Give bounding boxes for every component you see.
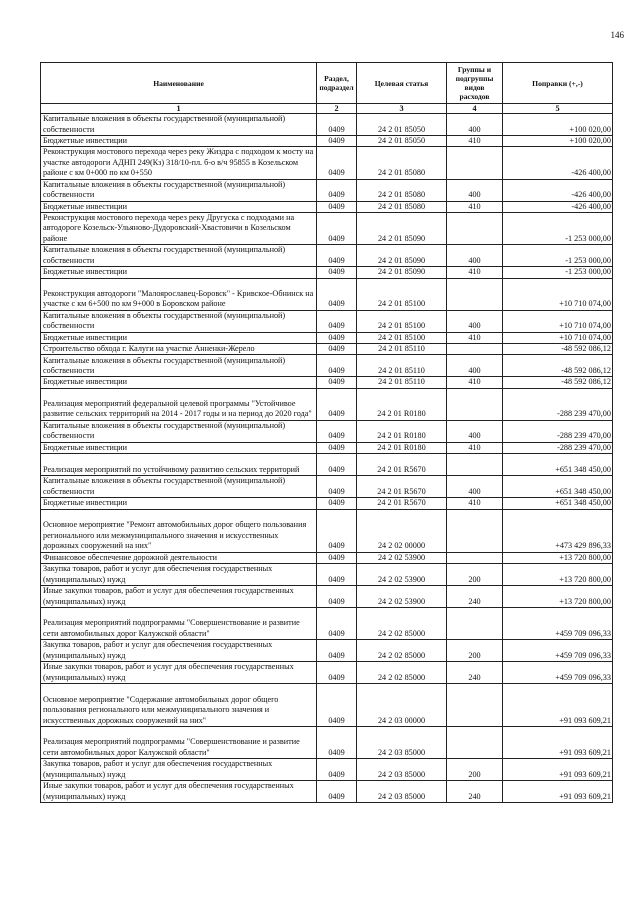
row-section: 0409 xyxy=(317,684,357,727)
row-amount: -48 592 086,12 xyxy=(503,377,613,388)
row-section: 0409 xyxy=(317,388,357,420)
row-target-article: 24 2 03 00000 xyxy=(357,684,447,727)
page-number: 146 xyxy=(610,30,624,40)
row-expense-group: 200 xyxy=(447,640,503,662)
row-section: 0409 xyxy=(317,420,357,442)
row-section: 0409 xyxy=(317,564,357,586)
row-amount: -48 592 086,12 xyxy=(503,344,613,355)
row-expense-group xyxy=(447,344,503,355)
column-number: 2 xyxy=(317,104,357,114)
row-amount: +651 348 450,00 xyxy=(503,454,613,476)
table-row xyxy=(41,442,613,453)
row-amount: -288 239 470,00 xyxy=(503,388,613,420)
row-target-article: 24 2 01 R0180 xyxy=(357,388,447,420)
table-row xyxy=(41,759,613,781)
row-target-article: 24 2 03 85000 xyxy=(357,759,447,781)
row-expense-group xyxy=(447,684,503,727)
table-row xyxy=(41,344,613,355)
column-number-row xyxy=(41,104,613,114)
table-header-row xyxy=(41,63,613,104)
table-row xyxy=(41,564,613,586)
row-name: Реконструкция мостового перехода через реку Жиздра с подходом к мосту на участке автодороги АДНП 249(Кз) 318/10-пл. б-о в/ч 95855 в Козельском районе с км 0+000 по км 0+550 xyxy=(41,147,317,179)
row-expense-group: 400 xyxy=(447,355,503,377)
row-target-article: 24 2 01 85090 xyxy=(357,213,447,245)
row-target-article: 24 2 02 85000 xyxy=(357,608,447,640)
row-expense-group xyxy=(447,727,503,759)
row-name: Бюджетные инвестиции xyxy=(41,442,317,453)
row-name: Реализация мероприятий по устойчивому развитию сельских территорий xyxy=(41,454,317,476)
table-row xyxy=(41,608,613,640)
row-amount: +10 710 074,00 xyxy=(503,332,613,343)
row-expense-group: 410 xyxy=(447,267,503,278)
row-target-article: 24 2 02 53900 xyxy=(357,586,447,608)
row-expense-group: 400 xyxy=(447,310,503,332)
table-row xyxy=(41,684,613,727)
row-name: Иные закупки товаров, работ и услуг для обеспечения государственных (муниципальных) нужд xyxy=(41,662,317,684)
row-name: Капитальные вложения в объекты государственной (муниципальной) собственности xyxy=(41,420,317,442)
table-row xyxy=(41,136,613,147)
row-name: Реализация мероприятий подпрограммы "Совершенствование и развитие сети автомобильных дорог Калужской области" xyxy=(41,727,317,759)
table-body xyxy=(41,114,613,803)
row-name: Бюджетные инвестиции xyxy=(41,377,317,388)
row-name: Закупка товаров, работ и услуг для обеспечения государственных (муниципальных) нужд xyxy=(41,640,317,662)
row-section: 0409 xyxy=(317,552,357,563)
table-row xyxy=(41,147,613,179)
row-expense-group: 400 xyxy=(447,476,503,498)
row-section: 0409 xyxy=(317,245,357,267)
row-name: Бюджетные инвестиции xyxy=(41,332,317,343)
row-name: Бюджетные инвестиции xyxy=(41,201,317,212)
row-section: 0409 xyxy=(317,213,357,245)
row-amount: -426 400,00 xyxy=(503,179,613,201)
header-target-article: Целевая статья xyxy=(357,63,447,104)
row-name: Реконструкция автодороги "Малоярославец-Боровск" - Кривское-Обнинск на участке с км 6+500 по км 9+000 в Боровском районе xyxy=(41,278,317,310)
row-expense-group: 410 xyxy=(447,201,503,212)
row-section: 0409 xyxy=(317,344,357,355)
row-target-article: 24 2 01 85080 xyxy=(357,147,447,179)
table-row xyxy=(41,278,613,310)
row-expense-group: 410 xyxy=(447,332,503,343)
header-expense-group: Группы и подгруппы видов расходов xyxy=(447,63,503,104)
table-row xyxy=(41,201,613,212)
row-section: 0409 xyxy=(317,781,357,803)
row-amount: +13 720 800,00 xyxy=(503,586,613,608)
row-amount: +459 709 096,33 xyxy=(503,640,613,662)
row-section: 0409 xyxy=(317,608,357,640)
row-amount: +651 348 450,00 xyxy=(503,476,613,498)
row-section: 0409 xyxy=(317,476,357,498)
row-amount: +473 429 896,33 xyxy=(503,509,613,552)
row-section: 0409 xyxy=(317,662,357,684)
table-row xyxy=(41,355,613,377)
row-target-article: 24 2 01 R0180 xyxy=(357,442,447,453)
row-target-article: 24 2 02 85000 xyxy=(357,662,447,684)
row-amount: +13 720 800,00 xyxy=(503,564,613,586)
table-row xyxy=(41,114,613,136)
header-name: Наименование xyxy=(41,63,317,104)
row-target-article: 24 2 01 85100 xyxy=(357,278,447,310)
row-section: 0409 xyxy=(317,136,357,147)
row-target-article: 24 2 01 R0180 xyxy=(357,420,447,442)
row-target-article: 24 2 01 R5670 xyxy=(357,498,447,509)
row-expense-group: 240 xyxy=(447,662,503,684)
row-target-article: 24 2 01 85050 xyxy=(357,114,447,136)
row-name: Бюджетные инвестиции xyxy=(41,267,317,278)
table-row xyxy=(41,454,613,476)
row-name: Бюджетные инвестиции xyxy=(41,498,317,509)
row-target-article: 24 2 03 85000 xyxy=(357,781,447,803)
row-target-article: 24 2 01 85090 xyxy=(357,267,447,278)
row-amount: -288 239 470,00 xyxy=(503,420,613,442)
row-section: 0409 xyxy=(317,332,357,343)
row-expense-group: 400 xyxy=(447,179,503,201)
row-amount: +10 710 074,00 xyxy=(503,310,613,332)
row-name: Капитальные вложения в объекты государственной (муниципальной) собственности xyxy=(41,114,317,136)
table-row xyxy=(41,377,613,388)
row-name: Закупка товаров, работ и услуг для обеспечения государственных (муниципальных) нужд xyxy=(41,759,317,781)
row-name: Капитальные вложения в объекты государственной (муниципальной) собственности xyxy=(41,310,317,332)
row-target-article: 24 2 02 53900 xyxy=(357,564,447,586)
row-section: 0409 xyxy=(317,377,357,388)
row-section: 0409 xyxy=(317,278,357,310)
row-section: 0409 xyxy=(317,114,357,136)
row-section: 0409 xyxy=(317,586,357,608)
row-amount: +459 709 096,33 xyxy=(503,662,613,684)
row-amount: -1 253 000,00 xyxy=(503,267,613,278)
row-target-article: 24 2 01 85080 xyxy=(357,179,447,201)
row-section: 0409 xyxy=(317,355,357,377)
column-number: 1 xyxy=(41,104,317,114)
row-name: Закупка товаров, работ и услуг для обеспечения государственных (муниципальных) нужд xyxy=(41,564,317,586)
row-section: 0409 xyxy=(317,201,357,212)
row-expense-group xyxy=(447,454,503,476)
table-row xyxy=(41,727,613,759)
row-expense-group xyxy=(447,213,503,245)
table-row xyxy=(41,267,613,278)
row-target-article: 24 2 01 85110 xyxy=(357,344,447,355)
table-row xyxy=(41,781,613,803)
row-expense-group: 240 xyxy=(447,781,503,803)
row-amount: -426 400,00 xyxy=(503,147,613,179)
row-expense-group xyxy=(447,278,503,310)
row-name: Реконструкция мостового перехода через реку Другуска с подходами на автодороге Козельск-Ульяново-Дудоровский-Хвастовичи в Козельском районе xyxy=(41,213,317,245)
row-section: 0409 xyxy=(317,509,357,552)
row-target-article: 24 2 01 85090 xyxy=(357,245,447,267)
table-row xyxy=(41,640,613,662)
row-target-article: 24 2 02 00000 xyxy=(357,509,447,552)
row-expense-group: 400 xyxy=(447,420,503,442)
column-number: 3 xyxy=(357,104,447,114)
row-expense-group xyxy=(447,608,503,640)
row-expense-group xyxy=(447,147,503,179)
row-name: Иные закупки товаров, работ и услуг для обеспечения государственных (муниципальных) нужд xyxy=(41,781,317,803)
row-name: Финансовое обеспечение дорожной деятельности xyxy=(41,552,317,563)
row-section: 0409 xyxy=(317,759,357,781)
header-section: Раздел, подраздел xyxy=(317,63,357,104)
table-row xyxy=(41,245,613,267)
row-name: Реализация мероприятий подпрограммы "Совершенствование и развитие сети автомобильных дорог Калужской области" xyxy=(41,608,317,640)
row-amount: -288 239 470,00 xyxy=(503,442,613,453)
row-expense-group: 410 xyxy=(447,442,503,453)
row-section: 0409 xyxy=(317,179,357,201)
table-row xyxy=(41,213,613,245)
row-amount: -426 400,00 xyxy=(503,201,613,212)
row-amount: -1 253 000,00 xyxy=(503,245,613,267)
row-target-article: 24 2 01 85080 xyxy=(357,201,447,212)
row-expense-group xyxy=(447,388,503,420)
row-expense-group: 410 xyxy=(447,377,503,388)
row-expense-group: 240 xyxy=(447,586,503,608)
row-amount: +10 710 074,00 xyxy=(503,278,613,310)
row-target-article: 24 2 01 R5670 xyxy=(357,476,447,498)
row-target-article: 24 2 01 85100 xyxy=(357,332,447,343)
row-amount: +651 348 450,00 xyxy=(503,498,613,509)
table-row xyxy=(41,498,613,509)
row-section: 0409 xyxy=(317,267,357,278)
table-row xyxy=(41,310,613,332)
row-target-article: 24 2 01 R5670 xyxy=(357,454,447,476)
row-expense-group: 410 xyxy=(447,136,503,147)
row-name: Реализация мероприятий федеральной целевой программы "Устойчивое развитие сельских территорий на 2014 - 2017 годы и на период до 2020 года" xyxy=(41,388,317,420)
row-section: 0409 xyxy=(317,147,357,179)
row-amount: +13 720 800,00 xyxy=(503,552,613,563)
row-amount: +100 020,00 xyxy=(503,114,613,136)
row-target-article: 24 2 01 85100 xyxy=(357,310,447,332)
row-name: Бюджетные инвестиции xyxy=(41,136,317,147)
row-section: 0409 xyxy=(317,310,357,332)
row-expense-group: 400 xyxy=(447,245,503,267)
row-name: Капитальные вложения в объекты государственной (муниципальной) собственности xyxy=(41,355,317,377)
row-target-article: 24 2 01 85050 xyxy=(357,136,447,147)
budget-amendments-table xyxy=(40,62,613,803)
row-amount: +459 709 096,33 xyxy=(503,608,613,640)
row-expense-group: 200 xyxy=(447,759,503,781)
row-target-article: 24 2 01 85110 xyxy=(357,355,447,377)
column-number: 4 xyxy=(447,104,503,114)
row-section: 0409 xyxy=(317,454,357,476)
row-name: Капитальные вложения в объекты государственной (муниципальной) собственности xyxy=(41,245,317,267)
row-target-article: 24 2 02 85000 xyxy=(357,640,447,662)
table-row xyxy=(41,552,613,563)
table-row xyxy=(41,476,613,498)
header-amendment: Поправки (+,-) xyxy=(503,63,613,104)
row-name: Капитальные вложения в объекты государственной (муниципальной) собственности xyxy=(41,476,317,498)
row-target-article: 24 2 02 53900 xyxy=(357,552,447,563)
row-name: Иные закупки товаров, работ и услуг для обеспечения государственных (муниципальных) нужд xyxy=(41,586,317,608)
row-amount: +91 093 609,21 xyxy=(503,759,613,781)
table-row xyxy=(41,332,613,343)
row-amount: +91 093 609,21 xyxy=(503,684,613,727)
row-amount: -1 253 000,00 xyxy=(503,213,613,245)
table-row xyxy=(41,179,613,201)
row-section: 0409 xyxy=(317,498,357,509)
row-target-article: 24 2 01 85110 xyxy=(357,377,447,388)
row-expense-group xyxy=(447,552,503,563)
row-amount: +91 093 609,21 xyxy=(503,727,613,759)
table-row xyxy=(41,509,613,552)
row-name: Капитальные вложения в объекты государственной (муниципальной) собственности xyxy=(41,179,317,201)
row-name: Строительство обхода г. Калуги на участке Анненки-Жерело xyxy=(41,344,317,355)
table-row xyxy=(41,420,613,442)
table-row xyxy=(41,662,613,684)
row-name: Основное мероприятие "Ремонт автомобильных дорог общего пользования регионального или межмуниципального значения и искусственных дорожных сооружений на них" xyxy=(41,509,317,552)
column-number: 5 xyxy=(503,104,613,114)
row-amount: +100 020,00 xyxy=(503,136,613,147)
row-name: Основное мероприятие "Содержание автомобильных дорог общего пользования регионального или межмуниципального значения и искусственных дорожных сооружений на них" xyxy=(41,684,317,727)
row-amount: +91 093 609,21 xyxy=(503,781,613,803)
row-expense-group: 400 xyxy=(447,114,503,136)
row-expense-group: 200 xyxy=(447,564,503,586)
row-expense-group: 410 xyxy=(447,498,503,509)
table-row xyxy=(41,586,613,608)
row-section: 0409 xyxy=(317,640,357,662)
row-section: 0409 xyxy=(317,442,357,453)
row-target-article: 24 2 03 85000 xyxy=(357,727,447,759)
table-row xyxy=(41,388,613,420)
row-amount: -48 592 086,12 xyxy=(503,355,613,377)
row-expense-group xyxy=(447,509,503,552)
row-section: 0409 xyxy=(317,727,357,759)
